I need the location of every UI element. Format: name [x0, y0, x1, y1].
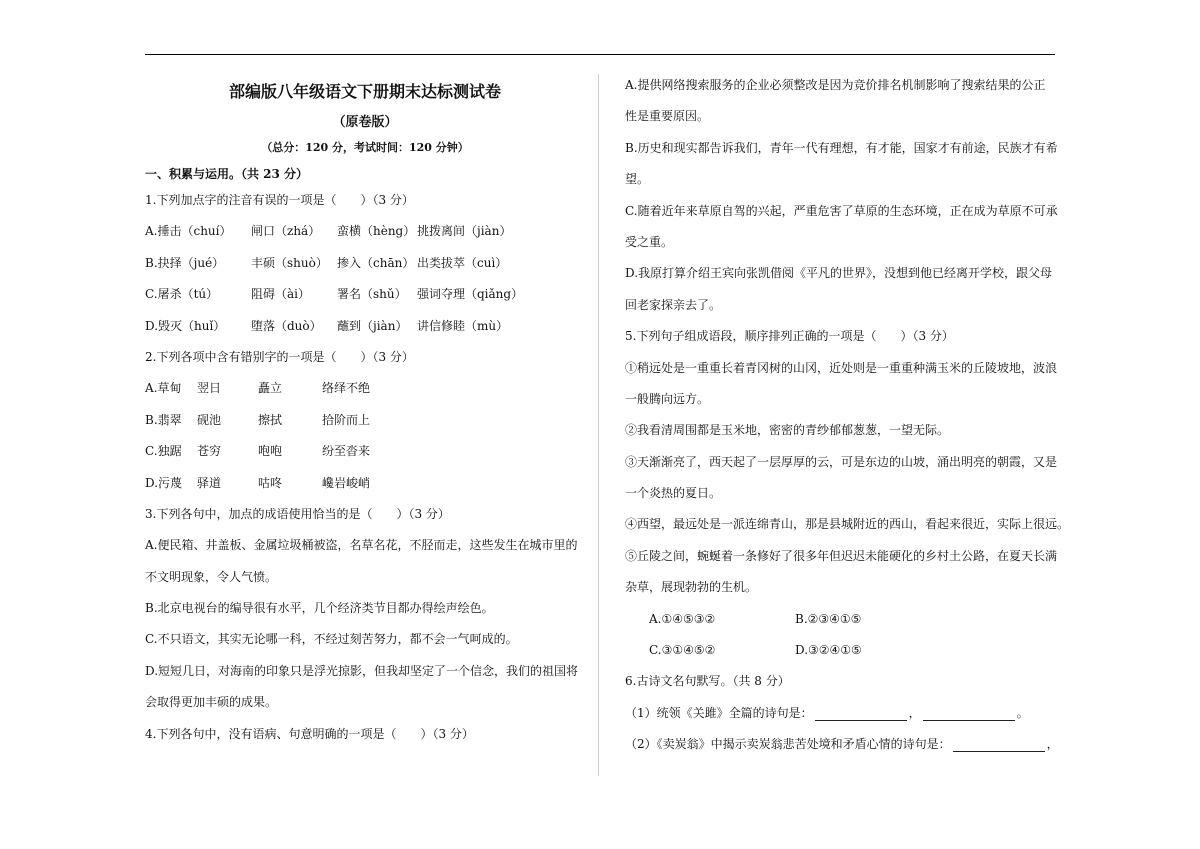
q2-option-cell: 翌日 [197, 381, 222, 396]
q3-line: C.不只语文，其实无论哪一科，不经过刻苦努力，都不会一气呵成的。 [145, 632, 518, 647]
q1-option-cell: 掺入（chān） [337, 255, 415, 270]
q3-line: B.北京电视台的编导很有水平，几个经济类节目都办得绘声绘色。 [145, 601, 494, 616]
q2-option-cell: 咕咚 [258, 475, 283, 490]
page-subtitle: （原卷版） [332, 115, 398, 130]
q1-option-row [145, 216, 585, 247]
q1-option-cell: 阻碍（ài） [251, 287, 310, 302]
q3-options [145, 530, 585, 718]
answer-blank[interactable] [953, 737, 1045, 752]
q6-item-1-text: （1）统领《关雎》全篇的诗句是： [625, 705, 813, 720]
q2-option-cell: 拾阶而上 [322, 412, 371, 427]
q6-stem: 6.古诗文名句默写。（共 8 分） [625, 674, 790, 689]
score-line: （总分：120 分，考试时间：120 分钟） [261, 141, 469, 154]
q4-line: 受之重。 [625, 234, 674, 249]
q3-line: 会取得更加丰硕的成果。 [145, 695, 278, 710]
q5-line: ②我看清周围都是玉米地，密密的青纱郁郁葱葱，一望无际。 [625, 423, 950, 438]
q2-option-cell: C.独踞 [145, 444, 182, 459]
q3-line: A.便民箱、井盖板、金属垃圾桶被盗，名草名花，不胫而走，这些发生在城市里的 [145, 538, 578, 553]
q1-option-cell: 强词夺理（qiǎng） [417, 287, 524, 302]
q4-line: D.我原打算介绍王宾向张凯借阅《平凡的世界》，没想到他已经离开学校，跟父母 [625, 266, 1053, 281]
q5-line: 一般腾向远方。 [625, 391, 710, 406]
q1-option-cell: 闸口（zhá） [251, 224, 321, 239]
q2-option-cell: 砚池 [197, 412, 222, 427]
q5-line: ⑤丘陵之间，蜿蜒着一条修好了很多年但迟迟未能硬化的乡村土公路，在夏天长满 [625, 548, 1058, 563]
q2-options [145, 373, 585, 499]
q5-stem: 5.下列句子组成语段，顺序排列正确的一项是（ ）（3 分） [625, 329, 954, 344]
q2-stem: 2.下列各项中含有错别字的一项是（ ）（3 分） [145, 349, 414, 364]
q2-option-cell: D.污蔑 [145, 475, 183, 490]
right-column [625, 70, 1070, 761]
q6-item-1-comma: ， [908, 705, 921, 720]
q1-option-cell: 挑拨离间（jiàn） [417, 224, 512, 239]
q5-option-row [625, 635, 1057, 666]
q4-options [625, 70, 1057, 321]
q1-option-cell: D.毁灭（huǐ） [145, 318, 226, 333]
q4-line: C.随着近年来草原自驾的兴起，严重危害了草原的生态环境，正在成为草原不可承 [625, 203, 1058, 218]
q2-option-row [145, 468, 585, 499]
q5-line: 一个炎热的夏日。 [625, 486, 722, 501]
q5-option-row [625, 604, 1057, 635]
q6-item-2-text: （2）《卖炭翁》中揭示卖炭翁悲苦处境和矛盾心情的诗句是： [625, 737, 951, 752]
q2-option-cell: A.草甸 [145, 381, 182, 396]
q5-option: A.①④⑤③② [649, 611, 716, 626]
q4-line: 望。 [625, 172, 650, 187]
q1-option-cell: C.屠杀（tú） [145, 287, 219, 302]
q5-option: B.②③④①⑤ [795, 611, 862, 626]
page-title: 部编版八年级语文下册期末达标测试卷 [228, 82, 501, 101]
q2-option-row [145, 436, 585, 467]
q1-option-cell: B.抉择（jué） [145, 255, 225, 270]
q5-options [625, 604, 1057, 667]
q4-line: B.历史和现实都告诉我们，青年一代有理想，有才能，国家才有前途，民族才有希 [625, 140, 1058, 155]
q1-option-cell: 蛮横（hèng） [337, 224, 416, 239]
q2-option-cell: 巉岩峻峭 [322, 475, 371, 490]
q5-line: ①稍远处是一重重长着青冈树的山冈，近处则是一重重种满玉米的丘陵坡地，波浪 [625, 360, 1058, 375]
q1-option-cell: 出类拔萃（cuì） [417, 255, 508, 270]
q4-line: A.提供网络搜索服务的企业必须整改是因为竞价排名机制影响了搜索结果的公正 [625, 78, 1046, 92]
q1-option-cell: 堕落（duò） [251, 318, 322, 333]
q3-line: 不文明现象，令人气愤。 [145, 569, 278, 584]
left-column [145, 70, 585, 750]
q5-line: ④西望，最远处是一派连绵青山，那是县城附近的西山，看起来很近，实际上很远。 [625, 517, 1070, 532]
q3-line: D.短短几日，对海南的印象只是浮光掠影，但我却坚定了一个信念，我们的祖国将 [145, 663, 579, 678]
q5-option: D.③②④①⑤ [795, 643, 862, 658]
q4-stem: 4.下列各句中，没有语病、句意明确的一项是（ ）（3 分） [145, 726, 474, 741]
q2-option-cell: 矗立 [258, 381, 283, 396]
q2-option-row [145, 405, 585, 436]
q1-stem: 1.下列加点字的注音有误的一项是（ ）（3 分） [145, 193, 414, 207]
q1-option-cell: A.捶击（chuí） [145, 224, 232, 239]
top-rule [145, 54, 1055, 55]
column-divider [598, 74, 599, 776]
q2-option-cell: B.翡翠 [145, 412, 182, 427]
q2-option-row [145, 373, 585, 404]
q5-line: ③天渐渐亮了，西天起了一层厚厚的云，可是东边的山坡，涌出明亮的朝霞，又是 [625, 454, 1058, 469]
q1-options [145, 216, 585, 342]
q5-option: C.③①④⑤② [649, 643, 716, 658]
q1-option-cell: 署名（shǔ） [337, 287, 407, 302]
q2-option-cell: 苍穷 [197, 444, 222, 459]
q2-option-cell: 络绎不绝 [322, 381, 371, 396]
answer-blank[interactable] [923, 706, 1015, 721]
q1-option-row [145, 311, 585, 342]
q1-option-row [145, 279, 585, 310]
q6-item-2 [625, 729, 1057, 760]
q6-item-1-end: 。 [1016, 705, 1029, 720]
q5-line: 杂草，展现勃勃的生机。 [625, 580, 758, 595]
q5-sentences [625, 353, 1070, 604]
q1-option-cell: 蘸到（jiàn） [337, 318, 408, 333]
q1-option-cell: 讲信修睦（mù） [417, 318, 509, 333]
q6-item-1 [625, 698, 1057, 729]
q1-option-cell: 丰硕（shuò） [251, 255, 328, 270]
q4-line: 回老家探亲去了。 [625, 297, 722, 312]
q3-stem: 3.下列各句中，加点的成语使用恰当的是（ ）（3 分） [145, 506, 450, 521]
q2-option-cell: 擦拭 [258, 412, 283, 427]
section-heading: 一、积累与运用。（共 23 分） [145, 167, 309, 181]
q2-option-cell: 驿道 [197, 475, 222, 490]
answer-blank[interactable] [815, 706, 907, 721]
q4-line: 性是重要原因。 [625, 109, 710, 124]
q1-option-row [145, 248, 585, 279]
q2-option-cell: 纷至沓来 [322, 444, 371, 459]
q2-option-cell: 咆咆 [258, 444, 283, 459]
q6-item-2-end: ， [1046, 737, 1059, 752]
